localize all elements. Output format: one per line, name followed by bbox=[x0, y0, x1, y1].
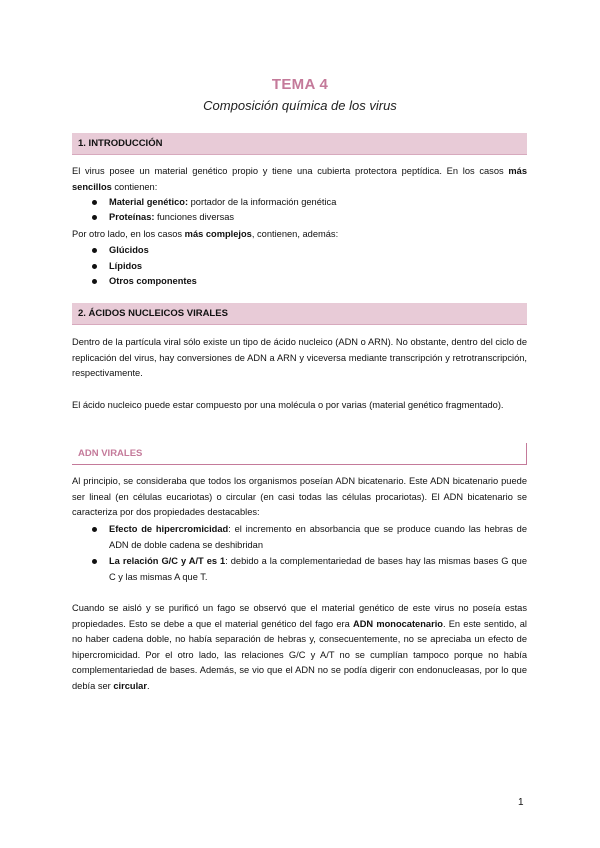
text-span: El virus posee un material genético propio y tiene una cubierta protectora peptídica. En los casos bbox=[72, 166, 509, 176]
bullet-bold: Material genético: bbox=[109, 197, 189, 207]
section-heading-acidos-nucleicos: 2. ÁCIDOS NUCLEICOS VIRALES bbox=[72, 303, 527, 325]
list-item bbox=[92, 259, 527, 275]
bullet-bold: Otros componentes bbox=[109, 276, 197, 286]
bold-span: más sencillos bbox=[72, 166, 527, 192]
bold-span: más complejos bbox=[184, 229, 252, 239]
bullet-bold: Efecto de hipercromicidad bbox=[109, 524, 229, 534]
intro-paragraph-2 bbox=[72, 227, 527, 243]
bullet-text: : debido a la complementariedad de bases hay las mismas bases G que C y las mismas A que T. bbox=[109, 556, 528, 582]
text-span: Por otro lado, en los casos bbox=[72, 229, 185, 239]
document-title: TEMA 4 bbox=[271, 76, 329, 93]
bullet-text: portador de la información genética bbox=[188, 197, 337, 207]
text-span: . bbox=[146, 680, 150, 691]
bullet-icon bbox=[92, 279, 97, 284]
bullet-bold: Proteínas: bbox=[109, 212, 155, 222]
bullet-text: funciones diversas bbox=[154, 212, 235, 222]
bullet-icon bbox=[92, 264, 97, 269]
list-item bbox=[92, 243, 527, 259]
bullet-bold: La relación G/C y A/T es 1 bbox=[109, 556, 226, 566]
list-item bbox=[92, 522, 527, 553]
list-item bbox=[92, 554, 527, 585]
bullet-icon bbox=[92, 200, 97, 205]
list-item bbox=[92, 274, 527, 290]
text-span: contienen: bbox=[111, 181, 158, 192]
bold-span: circular bbox=[113, 680, 147, 691]
bullet-icon bbox=[92, 248, 97, 253]
list-item bbox=[92, 195, 527, 211]
document-subtitle: Composición química de los virus bbox=[203, 98, 397, 113]
text-span: . En este sentido, al no haber cadena doble, no había separación de hebras y, consecuentemente, no se apreciaba un efecto de hipercromicidad. Por el otro lado, las relaciones G/C y A/T no se cumplían tampoco porque no había complementariedad de bases. Además, se vio que el ADN no se podía digerir con endonucleasas, por lo que debía ser bbox=[72, 618, 527, 691]
list-item bbox=[92, 210, 527, 226]
intro-paragraph-1 bbox=[72, 164, 527, 195]
text-span: Cuando se aisló y se purificó un fago se observó que el material genético de este virus no poseía estas propiedades. Esto se debe a que el material genético del fago era bbox=[72, 603, 527, 629]
adn-paragraph-2 bbox=[72, 601, 527, 694]
bullet-icon bbox=[92, 527, 97, 532]
bullet-icon bbox=[92, 215, 97, 220]
bullet-bold: Glúcidos bbox=[109, 245, 149, 255]
section2-paragraph-1: Dentro de la partícula viral sólo existe un tipo de ácido nucleico (ADN o ARN). No obstante, dentro del ciclo de replicación del virus, hay conversiones de ADN a ARN y viceversa mediante transcripción y retrotranscripción, respectivamente. bbox=[72, 337, 527, 378]
bullet-icon bbox=[92, 559, 97, 564]
section2-paragraph-2: El ácido nucleico puede estar compuesto por una molécula o por varias (material genético fragmentado). bbox=[72, 400, 504, 410]
page-number: 1 bbox=[518, 797, 524, 808]
section-heading-introduccion: 1. INTRODUCCIÓN bbox=[72, 133, 527, 155]
bullet-bold: Lípidos bbox=[109, 261, 143, 271]
subheading-adn-virales: ADN VIRALES bbox=[72, 443, 527, 465]
bullet-text: : el incremento en absorbancia que se produce cuando las hebras de ADN de doble cadena se deshibridan bbox=[109, 524, 527, 550]
bold-span: ADN monocatenario bbox=[353, 618, 443, 629]
text-span: , contienen, además: bbox=[251, 229, 339, 239]
adn-paragraph-1: Al principio, se consideraba que todos los organismos poseían ADN bicatenario. Este ADN bicatenario puede ser lineal (en células eucariotas) o circular (en casi todas las células procariotas). El ADN bicatenario se caracteriza por dos propiedades destacables: bbox=[72, 476, 527, 517]
